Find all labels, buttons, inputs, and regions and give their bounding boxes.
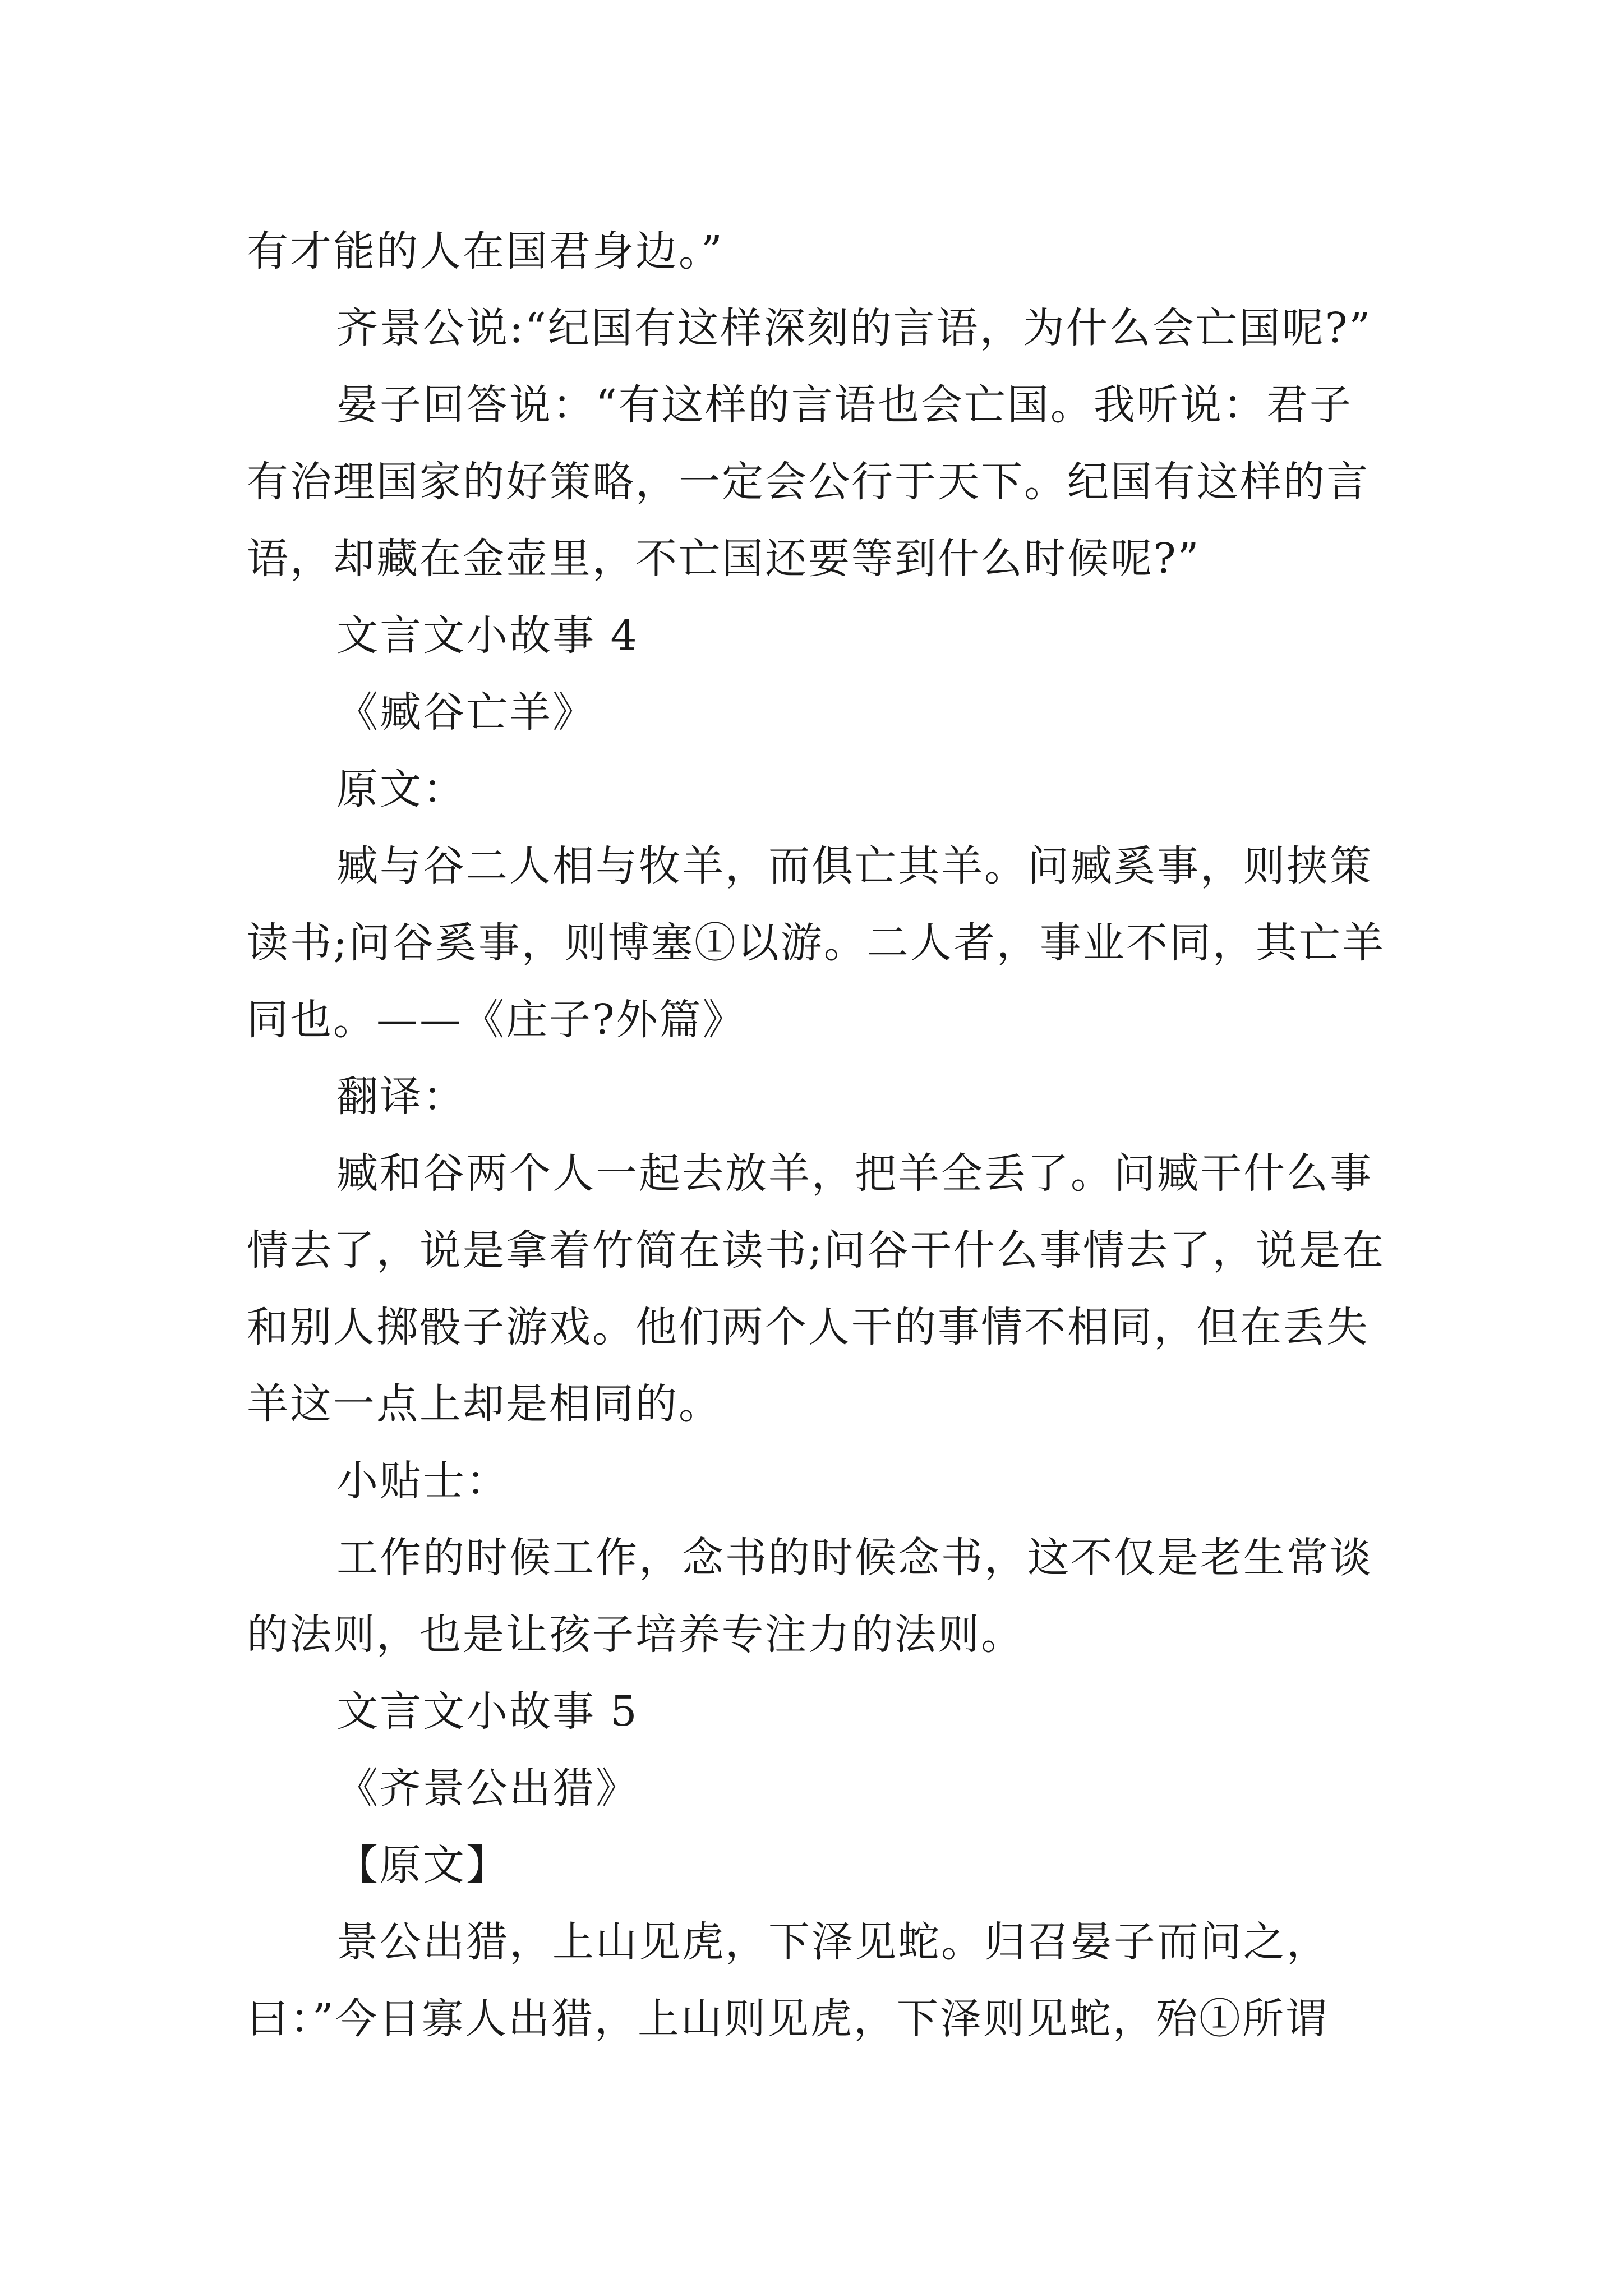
story-title-5: 《齐景公出猎》 xyxy=(336,1764,639,1812)
label-original-text: 原文： xyxy=(336,765,466,813)
label-translation: 翻译： xyxy=(336,1073,466,1121)
story-title-4: 《臧谷亡羊》 xyxy=(336,688,596,737)
original-text-5: 景公出猎，上山见虎，下泽见蛇。归召晏子而问之，曰：”今日寡人出猎，上山则见虎，下泽则见蛇，殆①所谓 xyxy=(247,1918,1330,2043)
document-page xyxy=(247,213,1391,2058)
section-heading-story-5: 文言文小故事 5 xyxy=(336,1687,639,1736)
label-tips: 小贴士： xyxy=(336,1457,509,1505)
paragraph-1: 有才能的人在国君身边。” xyxy=(247,227,724,275)
paragraph-2: 齐景公说:“纪国有这样深刻的言语，为什么会亡国呢?” xyxy=(336,304,1372,352)
section-heading-story-4: 文言文小故事 4 xyxy=(336,611,639,660)
tips-text-4: 工作的时候工作，念书的时候念书，这不仅是老生常谈的法则，也是让孩子培养专注力的法则。 xyxy=(247,1534,1373,1659)
label-original-text-bracket: 【原文】 xyxy=(336,1841,509,1889)
translation-text-4: 臧和谷两个人一起去放羊，把羊全丢了。问臧干什么事情去了，说是拿着竹简在读书;问谷干什么事情去了，说是在和别人掷骰子游戏。他们两个人干的事情不相同，但在丢失羊这一点上却是相同的。 xyxy=(247,1149,1385,1428)
paragraph-3: 晏子回答说：“有这样的言语也会亡国。我听说：君子有治理国家的好策略，一定会公行于天下。纪国有这样的言语，却藏在金壶里，不亡国还要等到什么时候呢?” xyxy=(247,381,1370,583)
original-text-4: 臧与谷二人相与牧羊，而俱亡其羊。问臧奚事，则挟策读书;问谷奚事，则博塞①以游。二人者，事业不同，其亡羊同也。——《庄子?外篇》 xyxy=(247,842,1385,1044)
